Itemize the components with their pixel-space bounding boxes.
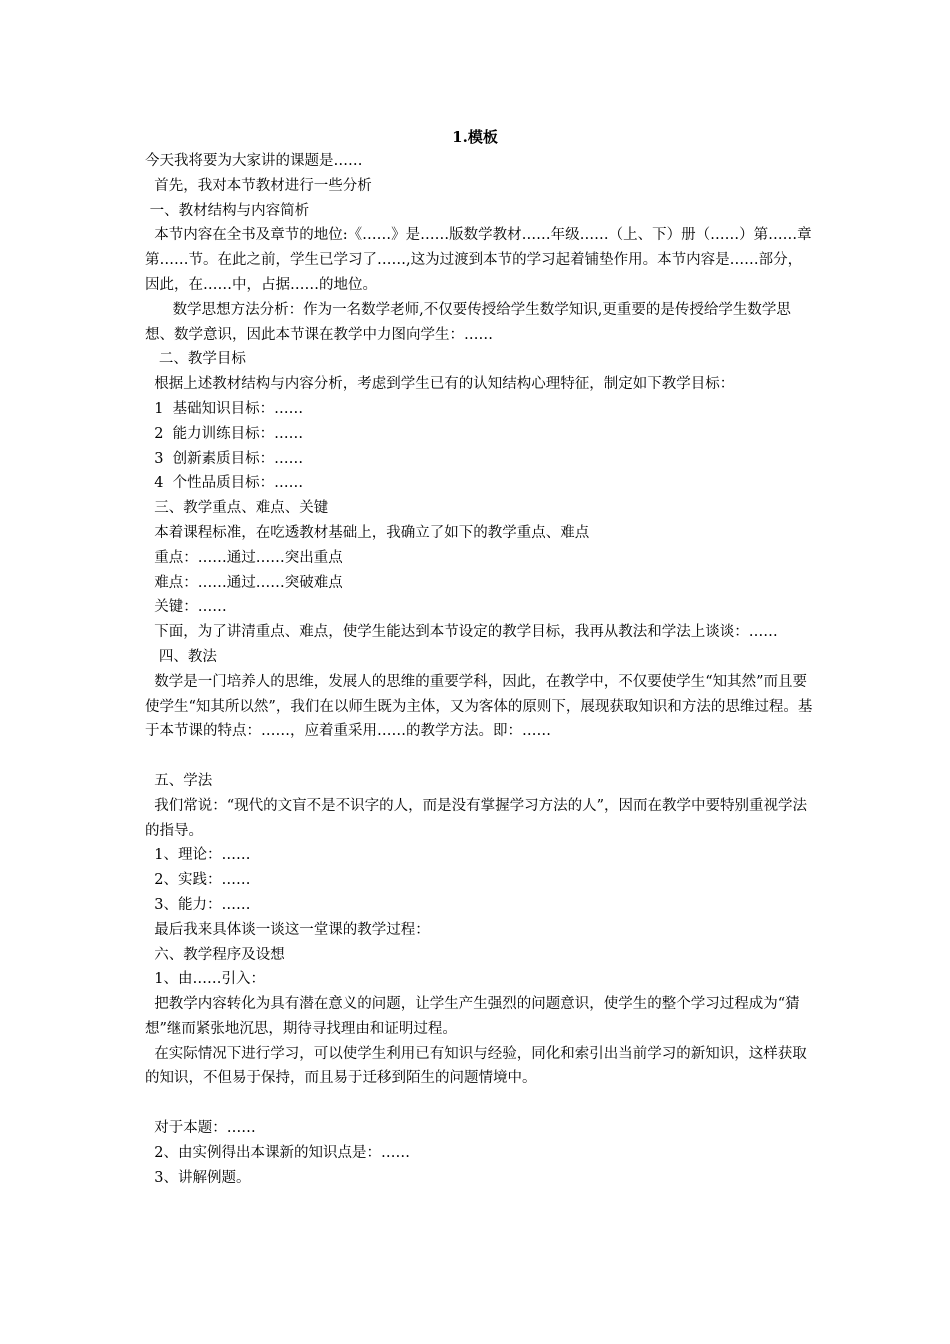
list-item-examples: 3、讲解例题。 bbox=[145, 1169, 251, 1186]
paragraph-position: 本节内容在全书及章节的地位:《……》是……版数学教材……年级……（上、下）册（……）第……章第……节。在此之前，学生已学习了……,这为过渡到本节的学习起着铺垫作用。本节内容是……部分，因此，在……中，占据……的地位。 bbox=[145, 227, 812, 293]
list-item-goal-4: 4 个性品质目标：…… bbox=[145, 475, 304, 492]
list-item-key-point: 重点：……通过……突出重点 bbox=[145, 549, 343, 566]
list-item-ability: 3、能力：…… bbox=[145, 896, 251, 913]
list-item-key: 关键：…… bbox=[145, 599, 227, 616]
list-item-goal-2: 2 能力训练目标：…… bbox=[145, 425, 304, 442]
blank-line bbox=[145, 744, 813, 769]
section-heading-3: 三、教学重点、难点、关键 bbox=[145, 500, 329, 517]
list-item-new-knowledge: 2、由实例得出本课新的知识点是：…… bbox=[145, 1144, 410, 1161]
paragraph-thought-method: 数学思想方法分析：作为一名数学老师,不仅要传授给学生数学知识,更重要的是传授给学生数学思想、数学意识，因此本节课在教学中力图向学生：…… bbox=[145, 301, 791, 343]
list-item-goal-1: 1 基础知识目标：…… bbox=[145, 400, 304, 417]
blank-line bbox=[145, 1091, 813, 1116]
paragraph-transition: 下面，为了讲清重点、难点，使学生能达到本节设定的教学目标，我再从教法和学法上谈谈：…… bbox=[145, 624, 778, 641]
document-body bbox=[145, 149, 813, 1190]
section-heading-6: 六、教学程序及设想 bbox=[145, 946, 285, 963]
list-item-introduction: 1、由……引入： bbox=[145, 971, 265, 988]
paragraph-analysis-lead: 首先，我对本节教材进行一些分析 bbox=[145, 177, 372, 194]
section-heading-4: 四、教法 bbox=[145, 648, 217, 665]
paragraph-goals-lead: 根据上述教材结构与内容分析，考虑到学生已有的认知结构心理特征，制定如下教学目标： bbox=[145, 376, 735, 393]
section-heading-1: 一、教材结构与内容简析 bbox=[145, 202, 310, 219]
list-item-difficulty: 难点：……通过……突破难点 bbox=[145, 574, 343, 591]
list-item-practice: 2、实践：…… bbox=[145, 872, 251, 889]
paragraph-focus-lead: 本着课程标准，在吃透教材基础上，我确立了如下的教学重点、难点 bbox=[145, 524, 590, 541]
list-item-goal-3: 3 创新素质目标：…… bbox=[145, 450, 304, 467]
document-title: 1.模板 bbox=[452, 128, 498, 146]
paragraph-learning-method: 我们常说：“现代的文盲不是不识字的人，而是没有掌握学习方法的人”，因而在教学中要特别重视学法的指导。 bbox=[145, 797, 808, 839]
paragraph-this-problem: 对于本题：…… bbox=[145, 1120, 256, 1137]
list-item-theory: 1、理论：…… bbox=[145, 847, 251, 864]
paragraph-intro: 今天我将要为大家讲的课题是…… bbox=[145, 153, 363, 169]
paragraph-problem-awareness: 把教学内容转化为具有潜在意义的问题，让学生产生强烈的问题意识，使学生的整个学习过程成为“猜想”继而紧张地沉思，期待寻找理由和证明过程。 bbox=[145, 996, 800, 1037]
section-heading-2: 二、教学目标 bbox=[145, 351, 246, 368]
paragraph-teaching-method: 数学是一门培养人的思维，发展人的思维的重要学科，因此，在教学中，不仅要使学生“知其然”而且要使学生“知其所以然”，我们在以师生既为主体，又为客体的原则下，展现获取知识和方法的思维过程。基于本节课的特点：……，应着重采用……的教学方法。即：…… bbox=[145, 673, 813, 740]
paragraph-real-situation: 在实际情况下进行学习，可以使学生利用已有知识与经验，同化和索引出当前学习的新知识，这样获取的知识，不但易于保持，而且易于迁移到陌生的问题情境中。 bbox=[145, 1045, 807, 1087]
section-heading-5: 五、学法 bbox=[145, 772, 213, 789]
paragraph-process-lead: 最后我来具体谈一谈这一堂课的教学过程： bbox=[145, 921, 430, 938]
